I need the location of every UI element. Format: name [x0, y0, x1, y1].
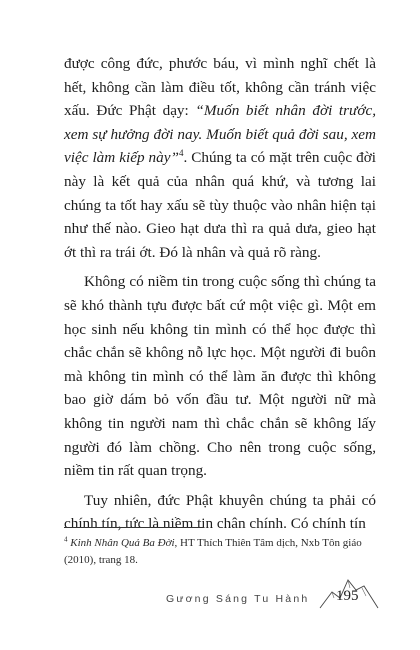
paragraph-3: Tuy nhiên, đức Phật khuyên chúng ta phải có chính tín, tức là niềm tin chân chính. Có chính tín	[64, 491, 376, 533]
footnote-ref[interactable]: 4	[178, 148, 184, 159]
buddha-quote: “Muốn biết nhân đời trước, xem sự hưởng đời nay. Muốn biết quả đời sau, xem việc làm kiếp này”	[64, 102, 376, 167]
paragraph-2: Không có niềm tin trong cuộc sống thì chúng ta sẽ khó thành tựu được bất cứ một việc gì. Một em học sinh nếu không tin mình có thể học được thì chắc chắn sẽ không nỗ lực học. Một người đi buôn mà không tin mình có thể làm ăn được thì không bao giờ dám bỏ vốn đầu tư. Một người nữ mà không tin người nam thì chắc chắn sẽ không lấy người đó làm chồng. Cho nên trong cuộc sống, niềm tin rất quan trọng.	[64, 273, 376, 480]
paragraph-1-end: . Chúng ta có mặt trên cuộc đời này là kết quả của nhân quá khứ, và tương lai chúng ta tốt hay xấu sẽ tùy thuộc vào nhân hiện tại như thế nào. Gieo hạt dưa thì ra quả dưa, gieo hạt ớt thì ra trái ớt. Đó là nhân và quả rõ ràng.	[64, 149, 376, 261]
footnote-number: 4	[64, 535, 68, 544]
body-text	[64, 52, 376, 536]
footnote-title: Kinh Nhân Quả Ba Đời	[70, 537, 175, 549]
page-number: 195	[336, 588, 359, 604]
footnote	[64, 535, 376, 569]
footnote-details: , HT Thích Thiên Tâm dịch, Nxb Tôn giáo (2010), trang 18.	[64, 537, 362, 566]
running-footer-title: Gương Sáng Tu Hành	[166, 593, 310, 605]
paragraph-1-start: được công đức, phước báu, vì mình nghĩ chết là hết, không cần làm điều tốt, không cần tránh việc xấu. Đức Phật dạy:	[64, 55, 376, 120]
footnote-divider	[64, 527, 204, 528]
paragraph-1	[64, 52, 376, 264]
